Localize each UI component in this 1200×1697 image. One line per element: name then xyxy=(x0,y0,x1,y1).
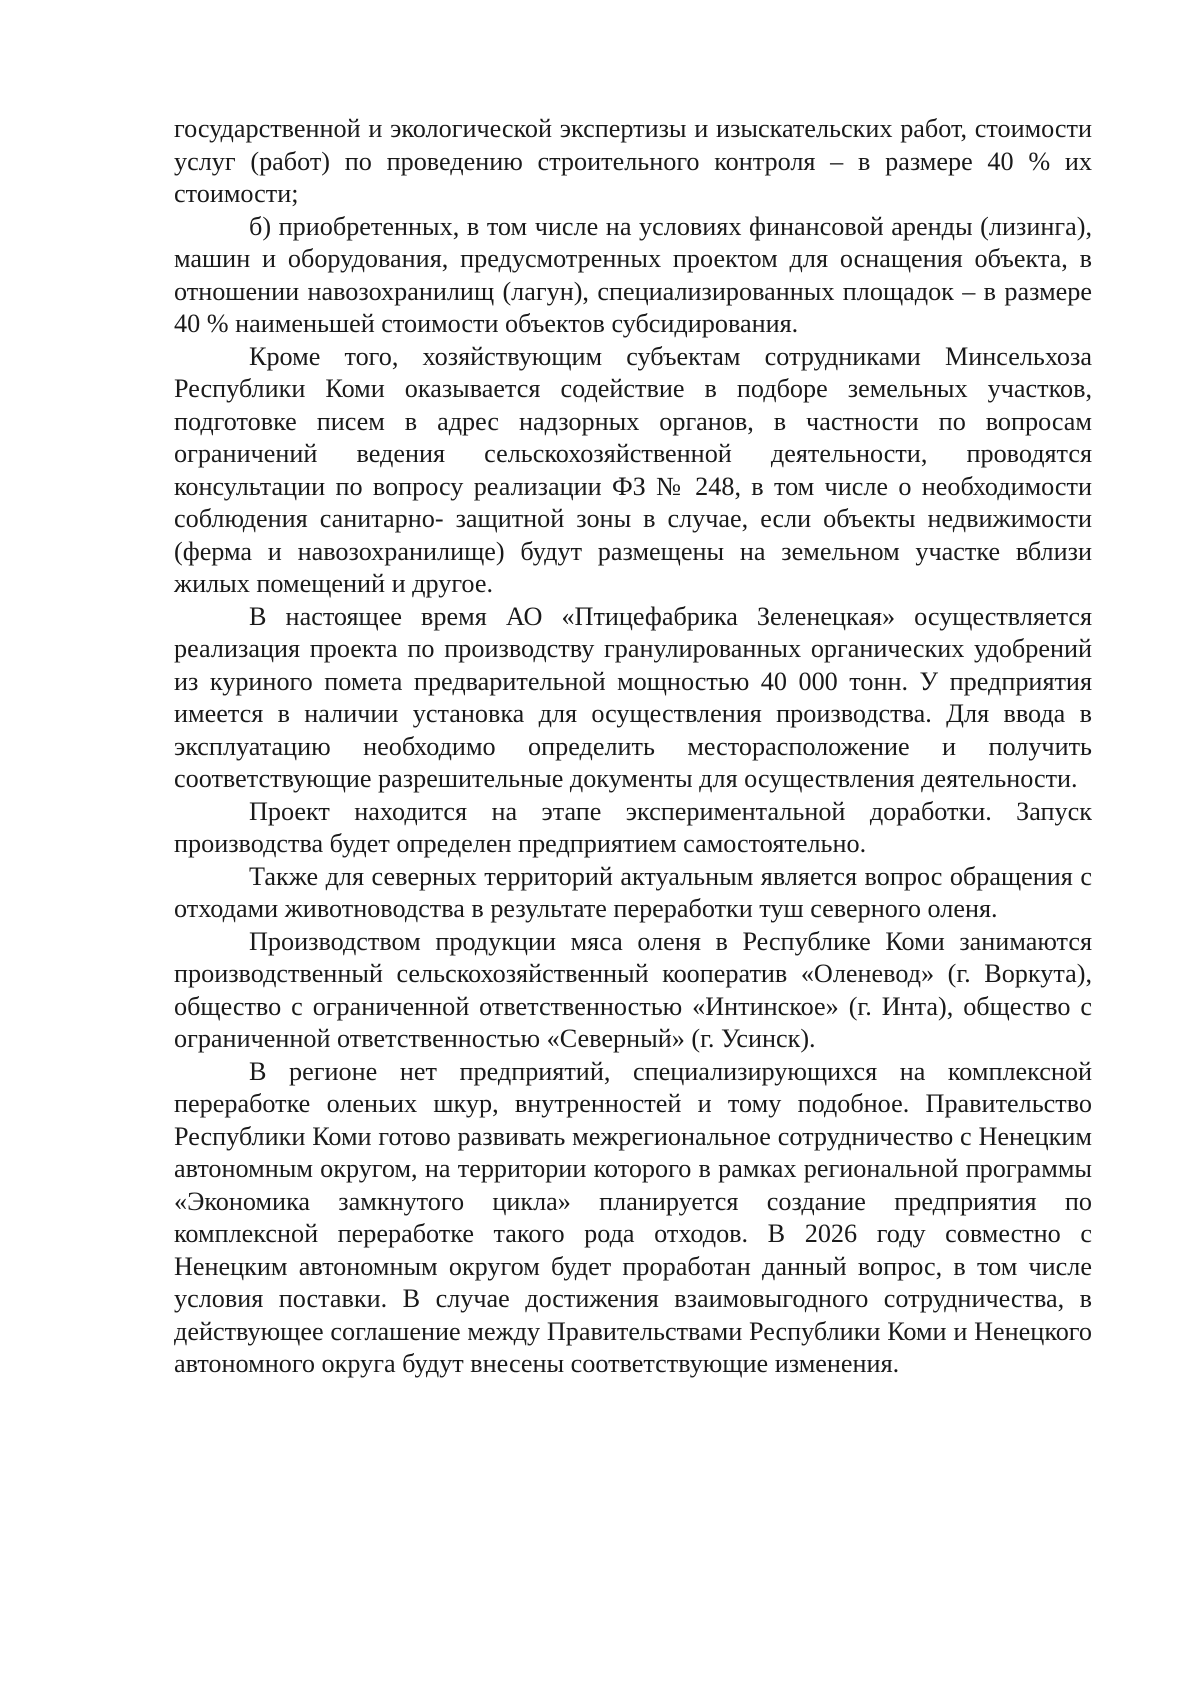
paragraph-reindeer-producers: Производством продукции мяса оленя в Республике Коми занимаются производственный сельскохозяйственный кооператив «Оленевод» (г. Воркута), общество с ограниченной ответственностью «Интинское» (г. Инта), общество с ограниченной ответственностью «Северный» (г. Усинск). xyxy=(174,926,1092,1053)
paragraph-northern-territories: Также для северных территорий актуальным является вопрос обращения с отходами животноводства в результате переработки туш северного оленя. xyxy=(174,861,1092,923)
paragraph-project-stage: Проект находится на этапе экспериментальной доработки. Запуск производства будет определен предприятием самостоятельно. xyxy=(174,796,1092,858)
paragraph-continuation: государственной и экологической экспертизы и изыскательских работ, стоимости услуг (работ) по проведению строительного контроля – в размере 40 % их стоимости; xyxy=(174,114,1092,208)
paragraph-interregional-cooperation: В регионе нет предприятий, специализирующихся на комплексной переработке оленьих шкур, внутренностей и тому подобное. Правительство Республики Коми готово развивать межрегиональное сотрудничество с Ненецким автономным округом, на территории которого в рамках региональной программы «Экономика замкнутого цикла» планируется создание предприятия по комплексной переработке такого рода отходов. В 2026 году совместно с Ненецким автономным округом будет проработан данный вопрос, в том числе условия поставки. В случае достижения взаимовыгодного сотрудничества, в действующее соглашение между Правительствами Республики Коми и Ненецкого автономного округа будут внесены соответствующие изменения. xyxy=(174,1056,1092,1378)
paragraph-ministry-assistance: Кроме того, хозяйствующим субъектам сотрудниками Минсельхоза Республики Коми оказывается содействие в подборе земельных участков, подготовке писем в адрес надзорных органов, в частности по вопросам ограничений ведения сельскохозяйственной деятельности, проводятся консультации по вопросу реализации ФЗ № 248, в том числе о необходимости соблюдения санитарно- защитной зоны в случае, если объекты недвижимости (ферма и навозохранилище) будут размещены на земельном участке вблизи жилых помещений и другое. xyxy=(174,341,1092,598)
paragraph-item-b: б) приобретенных, в том числе на условиях финансовой аренды (лизинга), машин и оборудования, предусмотренных проектом для оснащения объекта, в отношении навозохранилищ (лагун), специализированных площадок – в размере 40 % наименьшей стоимости объектов субсидирования. xyxy=(174,211,1092,338)
paragraph-poultry-project: В настоящее время АО «Птицефабрика Зеленецкая» осуществляется реализация проекта по производству гранулированных органических удобрений из куриного помета предварительной мощностью 40 000 тонн. У предприятия имеется в наличии установка для осуществления производства. Для ввода в эксплуатацию необходимо определить месторасположение и получить соответствующие разрешительные документы для осуществления деятельности. xyxy=(174,601,1092,793)
document-body xyxy=(174,113,1092,1381)
